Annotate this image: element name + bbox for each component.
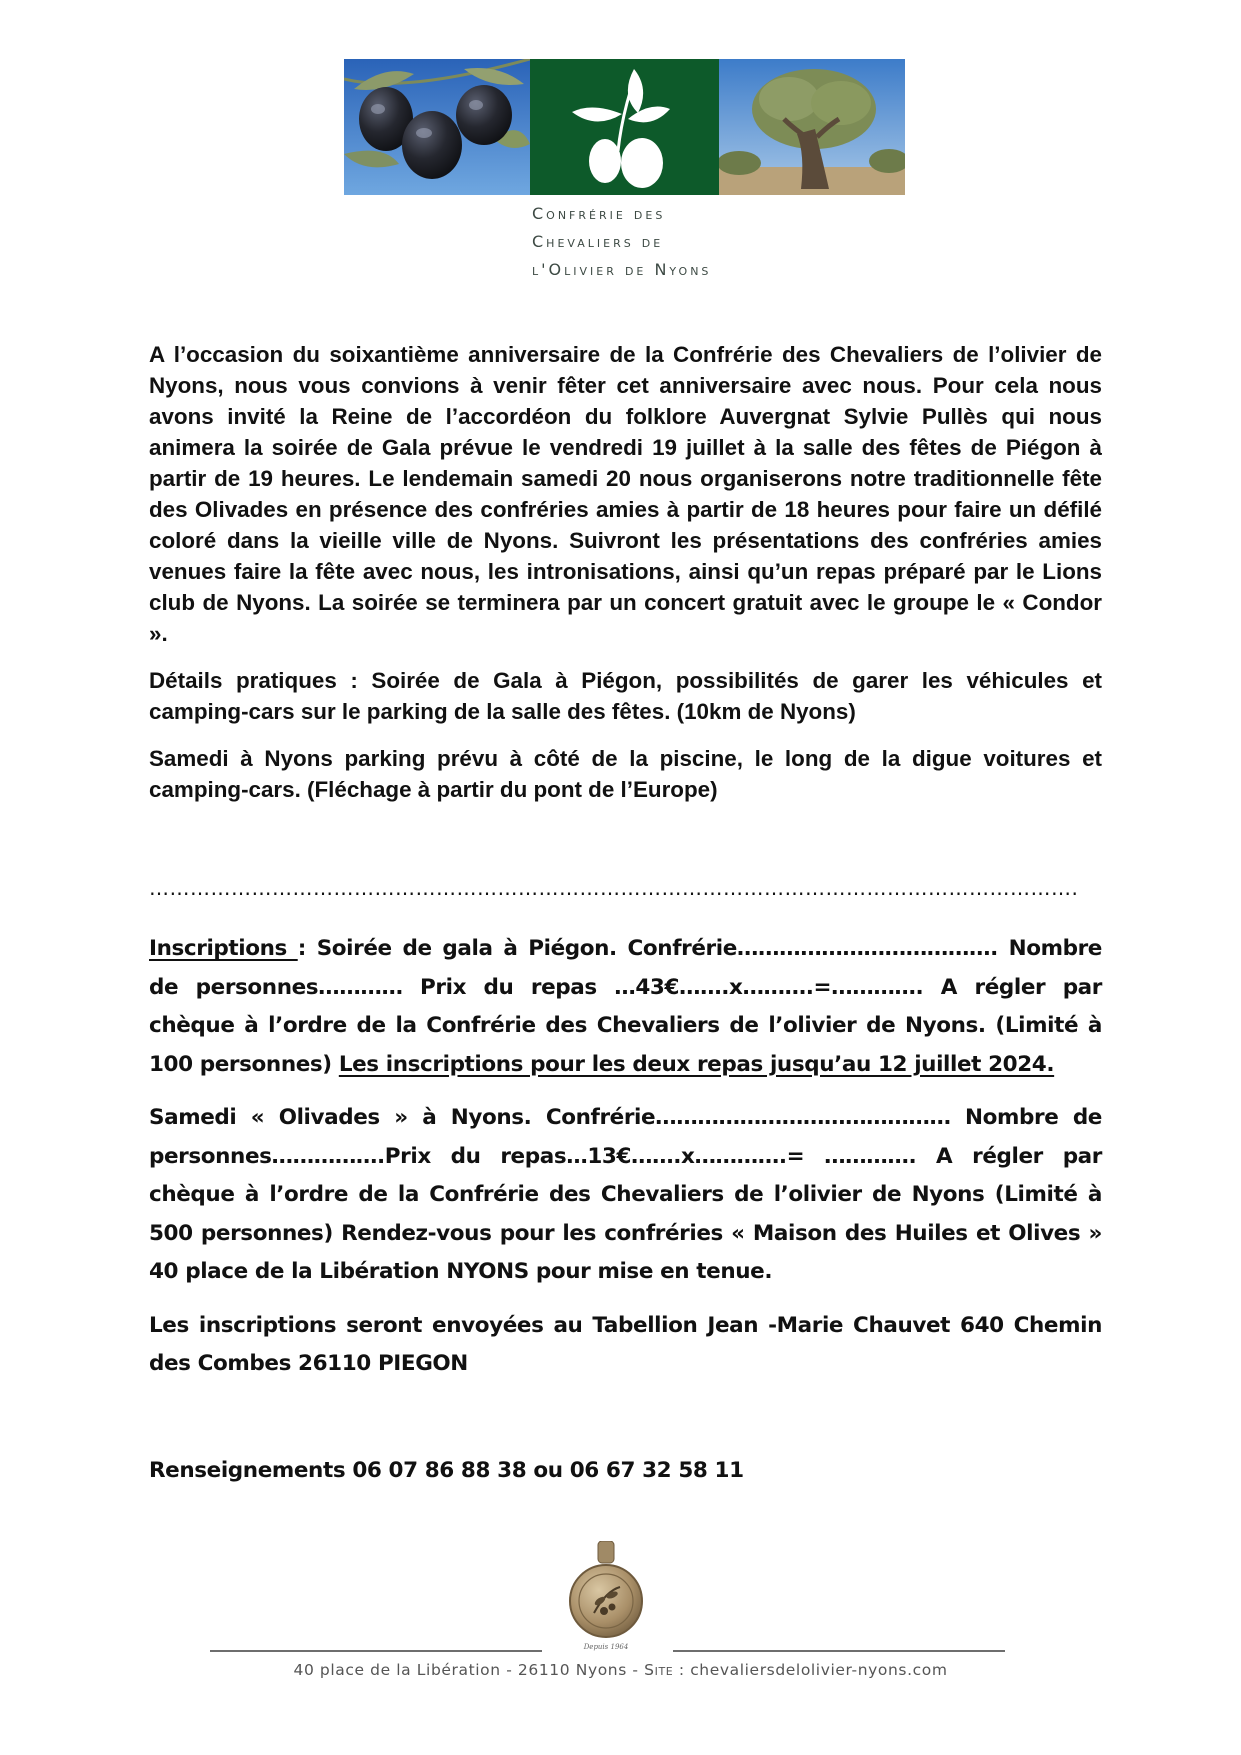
gala-registration-paragraph xyxy=(149,930,1102,1084)
registration-deadline: Les inscriptions pour les deux repas jusqu’au 12 juillet 2024. xyxy=(338,1051,1055,1077)
olive-logo xyxy=(530,59,719,195)
footer-address xyxy=(0,1661,1241,1679)
send-to-paragraph: Les inscriptions seront envoyées au Tabellion Jean -Marie Chauvet 640 Chemin des Combes 26110 PIEGON xyxy=(149,1312,1102,1376)
brand-line: l'Olivier de Nyons xyxy=(532,260,712,279)
olives-photo xyxy=(344,59,530,195)
footer-site-link[interactable]: : chevaliersdelolivier-nyons.com xyxy=(673,1661,948,1679)
brand-line: Confrérie des xyxy=(532,204,666,223)
footer-rule-right xyxy=(673,1650,1005,1652)
inscriptions-label: Inscriptions xyxy=(149,936,298,961)
medal-seal-icon xyxy=(566,1541,646,1653)
footer-address-text: 40 place de la Libération - 26110 Nyons - xyxy=(293,1661,645,1679)
gala-registration-text: : Soirée de gala à Piégon. Confrérie………………………………. Nombre de personnes………… Prix du repas …43€…….x……….=…………. A régler par chèque à l’ordre de la Confrérie des Chevaliers de l’olivier de Nyons. (Limité à 100 personnes) xyxy=(149,936,1102,1077)
olivades-registration-paragraph: Samedi « Olivades » à Nyons. Confrérie…………………………………… Nombre de personnes…………….Prix du repas…13€…….x………….= …………. A régler par chèque à l’ordre de la Confrérie des Chevaliers de l’olivier de Nyons (Limité à 500 personnes) Rendez-vous pour les confréries « Maison des Huiles et Olives » 40 place de la Libération NYONS pour mise en tenue. xyxy=(149,1105,1102,1284)
cut-line: ………………………………………………………………………………………………………………………. xyxy=(149,876,1079,900)
olive-tree-photo xyxy=(719,59,905,195)
contact-info: Renseignements 06 07 86 88 38 ou 06 67 32 58 11 xyxy=(149,1458,744,1483)
intro-paragraph: A l’occasion du soixantième anniversaire de la Confrérie des Chevaliers de l’olivier de Nyons, nous vous convions à venir fêter cet anniversaire avec nous. Pour cela nous avons invité la Reine de l’accordéon du folklore Auvergnat Sylvie Pullès qui nous animera la soirée de Gala prévue le vendredi 19 juillet à la salle des fêtes de Piégon à partir de 19 heures. Le lendemain samedi 20 nous organiserons notre traditionnelle fête des Olivades en présence des confréries amies à partir de 18 heures pour faire un défilé coloré dans la vieille ville de Nyons. Suivront les présentations des confréries amies venues faire la fête avec nous, les intronisations, ainsi qu’un repas préparé par le Lions club de Nyons. La soirée se terminera par un concert gratuit avec le groupe le « Condor ». xyxy=(149,342,1102,646)
saturday-parking-paragraph: Samedi à Nyons parking prévu à côté de la piscine, le long de la digue voitures et camping-cars. (Fléchage à partir du pont de l’Europe) xyxy=(149,746,1102,802)
brand-name xyxy=(532,200,732,284)
brand-line: Chevaliers de xyxy=(532,232,664,251)
footer-rule-left xyxy=(210,1650,542,1652)
footer-site-label: Site xyxy=(644,1661,674,1679)
header-banner xyxy=(344,59,905,195)
registration-section xyxy=(149,930,1102,1384)
medal-year: Depuis 1964 xyxy=(583,1643,629,1651)
intro-section xyxy=(149,339,1102,805)
practical-details-paragraph: Détails pratiques : Soirée de Gala à Piégon, possibilités de garer les véhicules et camping-cars sur le parking de la salle des fêtes. (10km de Nyons) xyxy=(149,668,1102,724)
